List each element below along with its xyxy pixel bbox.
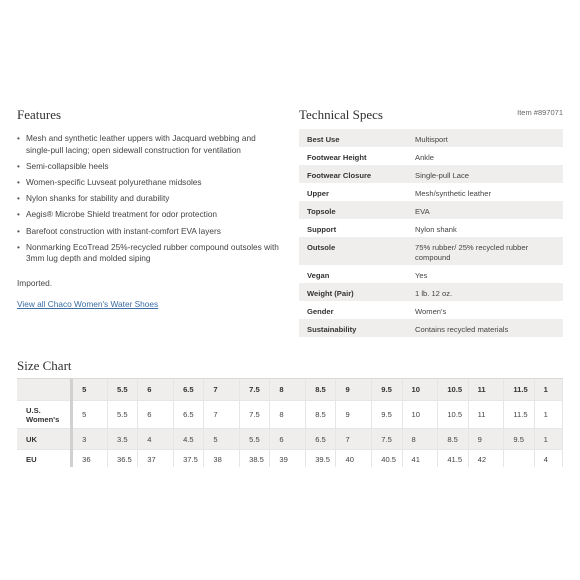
spec-row <box>299 283 563 301</box>
size-header-cell: 10 <box>402 379 438 401</box>
size-cell: 5.5 <box>240 429 270 450</box>
size-cell: 3 <box>72 429 108 450</box>
size-cell: 8.5 <box>306 401 336 429</box>
size-header-cell: 11.5 <box>504 379 534 401</box>
size-cell <box>504 450 534 468</box>
size-cell: 9.5 <box>504 429 534 450</box>
size-header-cell: 7.5 <box>240 379 270 401</box>
spec-key: Gender <box>307 307 334 316</box>
spec-row <box>299 129 563 147</box>
size-header-cell: 11 <box>468 379 504 401</box>
spec-key: Weight (Pair) <box>307 289 354 298</box>
size-cell: 1 <box>534 401 562 429</box>
size-cell: 7 <box>336 429 372 450</box>
spec-key: Topsole <box>307 207 336 216</box>
size-cell: 9 <box>336 401 372 429</box>
size-cell: 37.5 <box>174 450 204 468</box>
size-cell: 7.5 <box>240 401 270 429</box>
size-cell: 4 <box>534 450 562 468</box>
size-cell: 6 <box>270 429 306 450</box>
size-cell: 41 <box>402 450 438 468</box>
size-chart-table <box>17 379 563 467</box>
size-cell: 8 <box>402 429 438 450</box>
size-header-cell: 9.5 <box>372 379 402 401</box>
size-cell: 8 <box>270 401 306 429</box>
size-cell: 6 <box>138 401 174 429</box>
size-cell: 5 <box>204 429 240 450</box>
spec-row <box>299 301 563 319</box>
size-cell: 9.5 <box>372 401 402 429</box>
size-cell: 36 <box>72 450 108 468</box>
size-cell: 37 <box>138 450 174 468</box>
size-cell: 4.5 <box>174 429 204 450</box>
size-header-cell: 7 <box>204 379 240 401</box>
size-cell: 11.5 <box>504 401 534 429</box>
spec-value: Mesh/synthetic leather <box>415 189 491 198</box>
size-header-corner <box>17 379 72 401</box>
feature-item: • Women-specific Luvseat polyurethane midsoles <box>17 177 279 189</box>
size-cell: 5 <box>72 401 108 429</box>
spec-key: Footwear Closure <box>307 171 372 180</box>
size-row-eu <box>17 450 563 468</box>
size-row-label: UK <box>17 429 72 450</box>
size-cell: 42 <box>468 450 504 468</box>
spec-row <box>299 201 563 219</box>
size-header-cell: 8 <box>270 379 306 401</box>
tech-specs-title: Technical Specs <box>299 107 383 122</box>
size-row-label: EU <box>17 450 72 468</box>
feature-item: • Semi-collapsible heels <box>17 161 279 173</box>
size-cell: 10.5 <box>438 401 468 429</box>
spec-key: Footwear Height <box>307 153 367 162</box>
spec-value: Multisport <box>415 135 448 144</box>
size-header-cell: 5.5 <box>108 379 138 401</box>
feature-item: • Nonmarking EcoTread 25%-recycled rubber compound outsoles with 3mm lug depth and molded siping <box>17 242 279 265</box>
spec-value: Nylon shank <box>415 225 457 234</box>
features-section <box>17 107 279 312</box>
size-cell: 6.5 <box>174 401 204 429</box>
feature-item: • Mesh and synthetic leather uppers with Jacquard webbing and single-pull lacing; open sidewall construction for ventilation <box>17 133 279 156</box>
size-cell: 6.5 <box>306 429 336 450</box>
size-chart-title: Size Chart <box>17 358 72 373</box>
spec-row <box>299 319 563 337</box>
size-cell: 11 <box>468 401 504 429</box>
size-cell: 38 <box>204 450 240 468</box>
size-cell: 5.5 <box>108 401 138 429</box>
features-title: Features <box>17 107 62 122</box>
size-cell: 1 <box>534 429 562 450</box>
spec-row <box>299 237 563 265</box>
size-row-uk <box>17 429 563 450</box>
size-cell: 9 <box>468 429 504 450</box>
feature-item: • Nylon shanks for stability and durability <box>17 193 279 205</box>
spec-key: Upper <box>307 189 329 198</box>
size-cell: 40 <box>336 450 372 468</box>
spec-value: Women's <box>415 307 447 316</box>
size-cell: 39 <box>270 450 306 468</box>
size-cell: 10 <box>402 401 438 429</box>
spec-key: Vegan <box>307 271 330 280</box>
size-header-cell: 8.5 <box>306 379 336 401</box>
spec-key: Best Use <box>307 135 340 144</box>
spec-value: Ankle <box>415 153 434 162</box>
spec-value: 75% rubber/ 25% recycled rubber compound <box>415 243 529 262</box>
size-header-cell: 9 <box>336 379 372 401</box>
size-cell: 36.5 <box>108 450 138 468</box>
spec-value: Single-pull Lace <box>415 171 470 180</box>
size-cell: 3.5 <box>108 429 138 450</box>
spec-key: Sustainability <box>307 325 357 334</box>
size-cell: 8.5 <box>438 429 468 450</box>
size-cell: 4 <box>138 429 174 450</box>
size-row-label: U.S. Women's <box>17 401 72 429</box>
item-number: Item #897071 <box>517 108 563 117</box>
size-header-row <box>17 379 563 401</box>
spec-row <box>299 265 563 283</box>
size-row-us-womens <box>17 401 563 429</box>
size-cell: 39.5 <box>306 450 336 468</box>
size-header-cell: 10.5 <box>438 379 468 401</box>
size-cell: 41.5 <box>438 450 468 468</box>
spec-row <box>299 165 563 183</box>
size-header-cell: 1 <box>534 379 562 401</box>
spec-row <box>299 147 563 165</box>
spec-row <box>299 219 563 237</box>
spec-row <box>299 183 563 201</box>
size-header-cell: 6.5 <box>174 379 204 401</box>
size-header-cell: 5 <box>72 379 108 401</box>
feature-item: • Barefoot construction with instant-comfort EVA layers <box>17 226 279 238</box>
size-cell: 40.5 <box>372 450 402 468</box>
imported-note: Imported. <box>17 277 53 288</box>
spec-key: Outsole <box>307 243 336 252</box>
view-all-link[interactable]: View all Chaco Women's Water Shoes <box>17 298 159 309</box>
size-cell: 38.5 <box>240 450 270 468</box>
size-cell: 7.5 <box>372 429 402 450</box>
size-chart-scroll-area[interactable] <box>17 378 563 467</box>
spec-key: Support <box>307 225 337 234</box>
spec-value: Contains recycled materials <box>415 325 509 334</box>
tech-specs-table <box>299 129 563 337</box>
features-list <box>17 133 279 265</box>
size-header-cell: 6 <box>138 379 174 401</box>
spec-value: EVA <box>415 207 430 216</box>
feature-item: • Aegis® Microbe Shield treatment for odor protection <box>17 209 279 221</box>
spec-value: 1 lb. 12 oz. <box>415 289 453 298</box>
spec-value: Yes <box>415 271 428 280</box>
size-cell: 7 <box>204 401 240 429</box>
